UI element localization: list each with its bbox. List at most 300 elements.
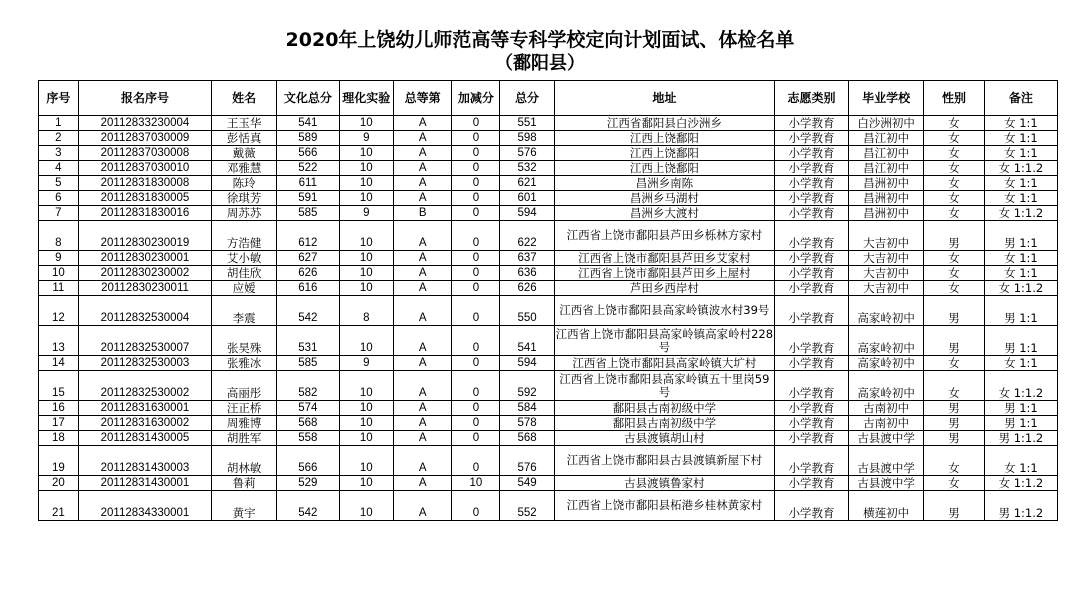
cell-school: 古县渡中学 (849, 446, 924, 476)
table-row (39, 491, 1058, 521)
cell-culture-score: 612 (277, 221, 340, 251)
cell-grade: B (393, 206, 451, 221)
cell-index: 1 (39, 116, 79, 131)
cell-total: 601 (500, 191, 554, 206)
cell-culture-score: 585 (277, 356, 340, 371)
cell-bonus: 0 (452, 116, 500, 131)
table-row (39, 131, 1058, 146)
cell-bonus: 0 (452, 281, 500, 296)
cell-grade: A (393, 131, 451, 146)
cell-gender: 女 (924, 371, 985, 401)
cell-grade: A (393, 191, 451, 206)
cell-lab-score: 10 (339, 191, 393, 206)
cell-name: 周雅博 (212, 416, 277, 431)
cell-address: 江西省鄱阳县白沙洲乡 (554, 116, 774, 131)
cell-registration-no: 20112831630002 (78, 416, 212, 431)
cell-address: 江西省上饶市鄱阳县芦田乡上屋村 (554, 266, 774, 281)
cell-total: 550 (500, 296, 554, 326)
cell-name: 胡林敏 (212, 446, 277, 476)
cell-remark: 女 1:1 (984, 191, 1057, 206)
cell-culture-score: 531 (277, 326, 340, 356)
cell-total: 551 (500, 116, 554, 131)
cell-remark: 男 1:1 (984, 296, 1057, 326)
cell-address: 江西上饶鄱阳 (554, 161, 774, 176)
col-header-bonus: 加减分 (452, 81, 500, 116)
cell-index: 16 (39, 401, 79, 416)
cell-lab-score: 10 (339, 476, 393, 491)
cell-grade: A (393, 326, 451, 356)
cell-major: 小学教育 (774, 146, 848, 161)
table-row (39, 401, 1058, 416)
cell-lab-score: 10 (339, 416, 393, 431)
cell-culture-score: 626 (277, 266, 340, 281)
cell-major: 小学教育 (774, 446, 848, 476)
cell-major: 小学教育 (774, 161, 848, 176)
cell-gender: 女 (924, 161, 985, 176)
cell-index: 5 (39, 176, 79, 191)
cell-major: 小学教育 (774, 281, 848, 296)
cell-index: 11 (39, 281, 79, 296)
cell-culture-score: 568 (277, 416, 340, 431)
cell-bonus: 0 (452, 161, 500, 176)
table-row (39, 176, 1058, 191)
cell-gender: 男 (924, 491, 985, 521)
cell-bonus: 0 (452, 446, 500, 476)
table-row (39, 146, 1058, 161)
cell-gender: 女 (924, 131, 985, 146)
cell-gender: 女 (924, 176, 985, 191)
cell-index: 10 (39, 266, 79, 281)
cell-address: 鄱阳县古南初级中学 (554, 416, 774, 431)
cell-culture-score: 558 (277, 431, 340, 446)
cell-grade: A (393, 116, 451, 131)
cell-index: 14 (39, 356, 79, 371)
col-header-lab-score: 理化实验 (339, 81, 393, 116)
cell-bonus: 0 (452, 401, 500, 416)
cell-name: 周苏苏 (212, 206, 277, 221)
cell-total: 541 (500, 326, 554, 356)
cell-school: 高家岭初中 (849, 356, 924, 371)
cell-registration-no: 20112830230001 (78, 251, 212, 266)
cell-gender: 女 (924, 266, 985, 281)
cell-school: 高家岭初中 (849, 371, 924, 401)
cell-school: 大吉初中 (849, 251, 924, 266)
cell-index: 9 (39, 251, 79, 266)
cell-index: 19 (39, 446, 79, 476)
cell-address: 江西省上饶市鄱阳县柘港乡桂林黄家村 (554, 491, 774, 521)
col-header-gender: 性别 (924, 81, 985, 116)
cell-remark: 女 1:1 (984, 266, 1057, 281)
table-row (39, 371, 1058, 401)
cell-name: 陈玲 (212, 176, 277, 191)
cell-address: 江西省上饶市鄱阳县芦田乡栎林方家村 (554, 221, 774, 251)
table-row (39, 206, 1058, 221)
cell-registration-no: 20112832530004 (78, 296, 212, 326)
cell-school: 大吉初中 (849, 266, 924, 281)
cell-grade: A (393, 251, 451, 266)
cell-remark: 女 1:1 (984, 251, 1057, 266)
cell-major: 小学教育 (774, 476, 848, 491)
cell-gender: 女 (924, 251, 985, 266)
cell-address: 昌洲乡大渡村 (554, 206, 774, 221)
cell-index: 18 (39, 431, 79, 446)
cell-school: 昌洲初中 (849, 176, 924, 191)
cell-school: 古南初中 (849, 401, 924, 416)
cell-remark: 男 1:1.2 (984, 431, 1057, 446)
cell-gender: 男 (924, 296, 985, 326)
cell-registration-no: 20112834330001 (78, 491, 212, 521)
cell-bonus: 0 (452, 266, 500, 281)
table-row (39, 296, 1058, 326)
cell-gender: 女 (924, 356, 985, 371)
table-row (39, 416, 1058, 431)
table-row (39, 281, 1058, 296)
cell-bonus: 0 (452, 296, 500, 326)
cell-total: 594 (500, 206, 554, 221)
cell-major: 小学教育 (774, 206, 848, 221)
cell-major: 小学教育 (774, 431, 848, 446)
cell-culture-score: 566 (277, 446, 340, 476)
table-row (39, 476, 1058, 491)
col-header-registration-no: 报名序号 (78, 81, 212, 116)
cell-lab-score: 10 (339, 221, 393, 251)
cell-address: 江西省上饶市鄱阳县芦田乡艾家村 (554, 251, 774, 266)
cell-gender: 女 (924, 146, 985, 161)
cell-school: 古县渡中学 (849, 431, 924, 446)
cell-gender: 女 (924, 206, 985, 221)
cell-total: 622 (500, 221, 554, 251)
cell-bonus: 0 (452, 221, 500, 251)
cell-index: 13 (39, 326, 79, 356)
cell-school: 高家岭初中 (849, 326, 924, 356)
cell-name: 胡佳欣 (212, 266, 277, 281)
cell-name: 邓雅慧 (212, 161, 277, 176)
cell-total: 584 (500, 401, 554, 416)
cell-lab-score: 10 (339, 371, 393, 401)
cell-gender: 男 (924, 221, 985, 251)
cell-lab-score: 9 (339, 131, 393, 146)
cell-major: 小学教育 (774, 356, 848, 371)
cell-bonus: 0 (452, 326, 500, 356)
cell-remark: 女 1:1.2 (984, 161, 1057, 176)
cell-grade: A (393, 146, 451, 161)
cell-gender: 女 (924, 281, 985, 296)
cell-remark: 女 1:1 (984, 176, 1057, 191)
cell-remark: 女 1:1 (984, 131, 1057, 146)
cell-registration-no: 20112837030010 (78, 161, 212, 176)
cell-school: 昌江初中 (849, 161, 924, 176)
cell-lab-score: 9 (339, 356, 393, 371)
cell-lab-score: 8 (339, 296, 393, 326)
cell-bonus: 0 (452, 191, 500, 206)
cell-registration-no: 20112830230002 (78, 266, 212, 281)
cell-name: 胡胜军 (212, 431, 277, 446)
cell-culture-score: 591 (277, 191, 340, 206)
cell-school: 高家岭初中 (849, 296, 924, 326)
cell-gender: 男 (924, 401, 985, 416)
cell-lab-score: 10 (339, 176, 393, 191)
cell-address: 古县渡镇胡山村 (554, 431, 774, 446)
cell-name: 彭恬真 (212, 131, 277, 146)
cell-lab-score: 10 (339, 266, 393, 281)
cell-total: 637 (500, 251, 554, 266)
cell-bonus: 10 (452, 476, 500, 491)
table-row (39, 326, 1058, 356)
cell-gender: 男 (924, 416, 985, 431)
table-header (39, 81, 1058, 116)
cell-registration-no: 20112830230011 (78, 281, 212, 296)
cell-grade: A (393, 356, 451, 371)
cell-total: 636 (500, 266, 554, 281)
cell-grade: A (393, 266, 451, 281)
cell-address: 江西上饶鄱阳 (554, 131, 774, 146)
cell-gender: 女 (924, 116, 985, 131)
cell-name: 方浩健 (212, 221, 277, 251)
cell-registration-no: 20112831430005 (78, 431, 212, 446)
cell-address: 昌洲乡马湖村 (554, 191, 774, 206)
cell-gender: 女 (924, 191, 985, 206)
table-row (39, 251, 1058, 266)
cell-total: 592 (500, 371, 554, 401)
cell-bonus: 0 (452, 491, 500, 521)
cell-registration-no: 20112833230004 (78, 116, 212, 131)
cell-registration-no: 20112832530002 (78, 371, 212, 401)
cell-address: 昌洲乡南陈 (554, 176, 774, 191)
cell-major: 小学教育 (774, 191, 848, 206)
table-row (39, 266, 1058, 281)
cell-index: 7 (39, 206, 79, 221)
cell-grade: A (393, 296, 451, 326)
cell-address: 江西省上饶市鄱阳县高家岭镇高家岭村228号 (555, 326, 774, 354)
cell-name: 张雅冰 (212, 356, 277, 371)
cell-remark: 女 1:1.2 (984, 206, 1057, 221)
cell-school: 昌江初中 (849, 146, 924, 161)
cell-total: 598 (500, 131, 554, 146)
cell-school: 昌江初中 (849, 131, 924, 146)
cell-grade: A (393, 446, 451, 476)
cell-grade: A (393, 431, 451, 446)
col-header-grade: 总等第 (393, 81, 451, 116)
cell-culture-score: 522 (277, 161, 340, 176)
cell-grade: A (393, 176, 451, 191)
cell-name: 艾小敏 (212, 251, 277, 266)
table-row (39, 116, 1058, 131)
cell-registration-no: 20112832530003 (78, 356, 212, 371)
cell-address: 江西省上饶市鄱阳县高家岭镇波水村39号 (554, 296, 774, 326)
cell-gender: 男 (924, 431, 985, 446)
cell-lab-score: 10 (339, 251, 393, 266)
cell-bonus: 0 (452, 371, 500, 401)
cell-lab-score: 10 (339, 161, 393, 176)
cell-remark: 女 1:1 (984, 356, 1057, 371)
cell-total: 626 (500, 281, 554, 296)
cell-bonus: 0 (452, 416, 500, 431)
col-header-remark: 备注 (984, 81, 1057, 116)
cell-lab-score: 10 (339, 431, 393, 446)
cell-major: 小学教育 (774, 116, 848, 131)
cell-culture-score: 611 (277, 176, 340, 191)
cell-remark: 男 1:1.2 (984, 491, 1057, 521)
cell-bonus: 0 (452, 146, 500, 161)
cell-total: 568 (500, 431, 554, 446)
cell-grade: A (393, 281, 451, 296)
cell-major: 小学教育 (774, 296, 848, 326)
cell-major: 小学教育 (774, 221, 848, 251)
cell-registration-no: 20112831830008 (78, 176, 212, 191)
cell-total: 576 (500, 446, 554, 476)
cell-index: 3 (39, 146, 79, 161)
cell-bonus: 0 (452, 206, 500, 221)
cell-address: 鄱阳县古南初级中学 (554, 401, 774, 416)
cell-name: 黄宇 (212, 491, 277, 521)
cell-major: 小学教育 (774, 416, 848, 431)
cell-school: 昌洲初中 (849, 191, 924, 206)
cell-grade: A (393, 161, 451, 176)
cell-index: 20 (39, 476, 79, 491)
cell-remark: 女 1:1.2 (984, 371, 1057, 401)
table-row (39, 446, 1058, 476)
cell-culture-score: 529 (277, 476, 340, 491)
cell-total: 532 (500, 161, 554, 176)
cell-lab-score: 9 (339, 206, 393, 221)
cell-remark: 男 1:1 (984, 401, 1057, 416)
document-subtitle: （鄱阳县） (495, 53, 585, 74)
col-header-index: 序号 (39, 81, 79, 116)
cell-remark: 女 1:1 (984, 446, 1057, 476)
cell-culture-score: 542 (277, 491, 340, 521)
cell-major: 小学教育 (774, 131, 848, 146)
cell-lab-score: 10 (339, 491, 393, 521)
candidate-table (38, 80, 1058, 521)
cell-major: 小学教育 (774, 266, 848, 281)
cell-remark: 男 1:1 (984, 416, 1057, 431)
cell-address: 芦田乡西岸村 (554, 281, 774, 296)
cell-school: 白沙洲初中 (849, 116, 924, 131)
cell-culture-score: 542 (277, 296, 340, 326)
cell-major: 小学教育 (774, 371, 848, 401)
cell-address: 江西省上饶市鄱阳县高家岭镇大圹村 (554, 356, 774, 371)
col-header-major: 志愿类别 (774, 81, 848, 116)
cell-registration-no: 20112837030009 (78, 131, 212, 146)
cell-lab-score: 10 (339, 281, 393, 296)
cell-culture-score: 616 (277, 281, 340, 296)
cell-bonus: 0 (452, 251, 500, 266)
cell-index: 21 (39, 491, 79, 521)
cell-lab-score: 10 (339, 116, 393, 131)
col-header-total: 总分 (500, 81, 554, 116)
cell-index: 2 (39, 131, 79, 146)
cell-major: 小学教育 (774, 401, 848, 416)
cell-name: 张昊殊 (212, 326, 277, 356)
cell-gender: 女 (924, 476, 985, 491)
table-row (39, 191, 1058, 206)
cell-registration-no: 20112831630001 (78, 401, 212, 416)
cell-name: 李震 (212, 296, 277, 326)
cell-remark: 男 1:1 (984, 326, 1057, 356)
cell-bonus: 0 (452, 176, 500, 191)
cell-name: 汪正桥 (212, 401, 277, 416)
cell-bonus: 0 (452, 356, 500, 371)
cell-school: 大吉初中 (849, 281, 924, 296)
cell-lab-score: 10 (339, 326, 393, 356)
cell-total: 576 (500, 146, 554, 161)
col-header-name: 姓名 (212, 81, 277, 116)
cell-grade: A (393, 221, 451, 251)
col-header-culture-score: 文化总分 (277, 81, 340, 116)
cell-bonus: 0 (452, 431, 500, 446)
cell-lab-score: 10 (339, 446, 393, 476)
cell-grade: A (393, 401, 451, 416)
table-body (39, 116, 1058, 521)
cell-major: 小学教育 (774, 176, 848, 191)
cell-school: 大吉初中 (849, 221, 924, 251)
cell-name: 鲁莉 (212, 476, 277, 491)
cell-index: 17 (39, 416, 79, 431)
cell-index: 15 (39, 371, 79, 401)
cell-lab-score: 10 (339, 401, 393, 416)
cell-total: 594 (500, 356, 554, 371)
cell-remark: 女 1:1.2 (984, 476, 1057, 491)
cell-name: 戴薇 (212, 146, 277, 161)
cell-name: 徐琪芳 (212, 191, 277, 206)
cell-culture-score: 627 (277, 251, 340, 266)
cell-culture-score: 574 (277, 401, 340, 416)
cell-major: 小学教育 (774, 251, 848, 266)
cell-school: 昌洲初中 (849, 206, 924, 221)
cell-major: 小学教育 (774, 491, 848, 521)
cell-registration-no: 20112837030008 (78, 146, 212, 161)
cell-culture-score: 585 (277, 206, 340, 221)
cell-grade: A (393, 416, 451, 431)
col-header-school: 毕业学校 (849, 81, 924, 116)
cell-index: 4 (39, 161, 79, 176)
cell-total: 549 (500, 476, 554, 491)
cell-index: 8 (39, 221, 79, 251)
cell-name: 王玉华 (212, 116, 277, 131)
cell-grade: A (393, 476, 451, 491)
cell-culture-score: 566 (277, 146, 340, 161)
cell-culture-score: 541 (277, 116, 340, 131)
cell-registration-no: 20112831830005 (78, 191, 212, 206)
cell-grade: A (393, 371, 451, 401)
cell-school: 古南初中 (849, 416, 924, 431)
table-row (39, 431, 1058, 446)
table-row (39, 161, 1058, 176)
cell-remark: 女 1:1 (984, 116, 1057, 131)
cell-total: 552 (500, 491, 554, 521)
cell-gender: 女 (924, 446, 985, 476)
cell-index: 12 (39, 296, 79, 326)
cell-culture-score: 589 (277, 131, 340, 146)
cell-grade: A (393, 491, 451, 521)
header-row (39, 81, 1058, 116)
cell-address: 江西上饶鄱阳 (554, 146, 774, 161)
cell-address: 江西省上饶市鄱阳县高家岭镇五十里岗59号 (554, 371, 774, 401)
cell-bonus: 0 (452, 131, 500, 146)
cell-total: 621 (500, 176, 554, 191)
cell-address: 古县渡镇鲁家村 (554, 476, 774, 491)
cell-lab-score: 10 (339, 146, 393, 161)
document-title: 2020年上饶幼儿师范高等专科学校定向计划面试、体检名单 (285, 29, 795, 51)
cell-school: 横莲初中 (849, 491, 924, 521)
cell-remark: 女 1:1 (984, 146, 1057, 161)
col-header-address: 地址 (554, 81, 774, 116)
cell-remark: 男 1:1 (984, 221, 1057, 251)
table-row (39, 221, 1058, 251)
cell-name: 应嫒 (212, 281, 277, 296)
cell-total: 578 (500, 416, 554, 431)
cell-address: 江西省上饶市鄱阳县古县渡镇新屋下村 (554, 446, 774, 476)
